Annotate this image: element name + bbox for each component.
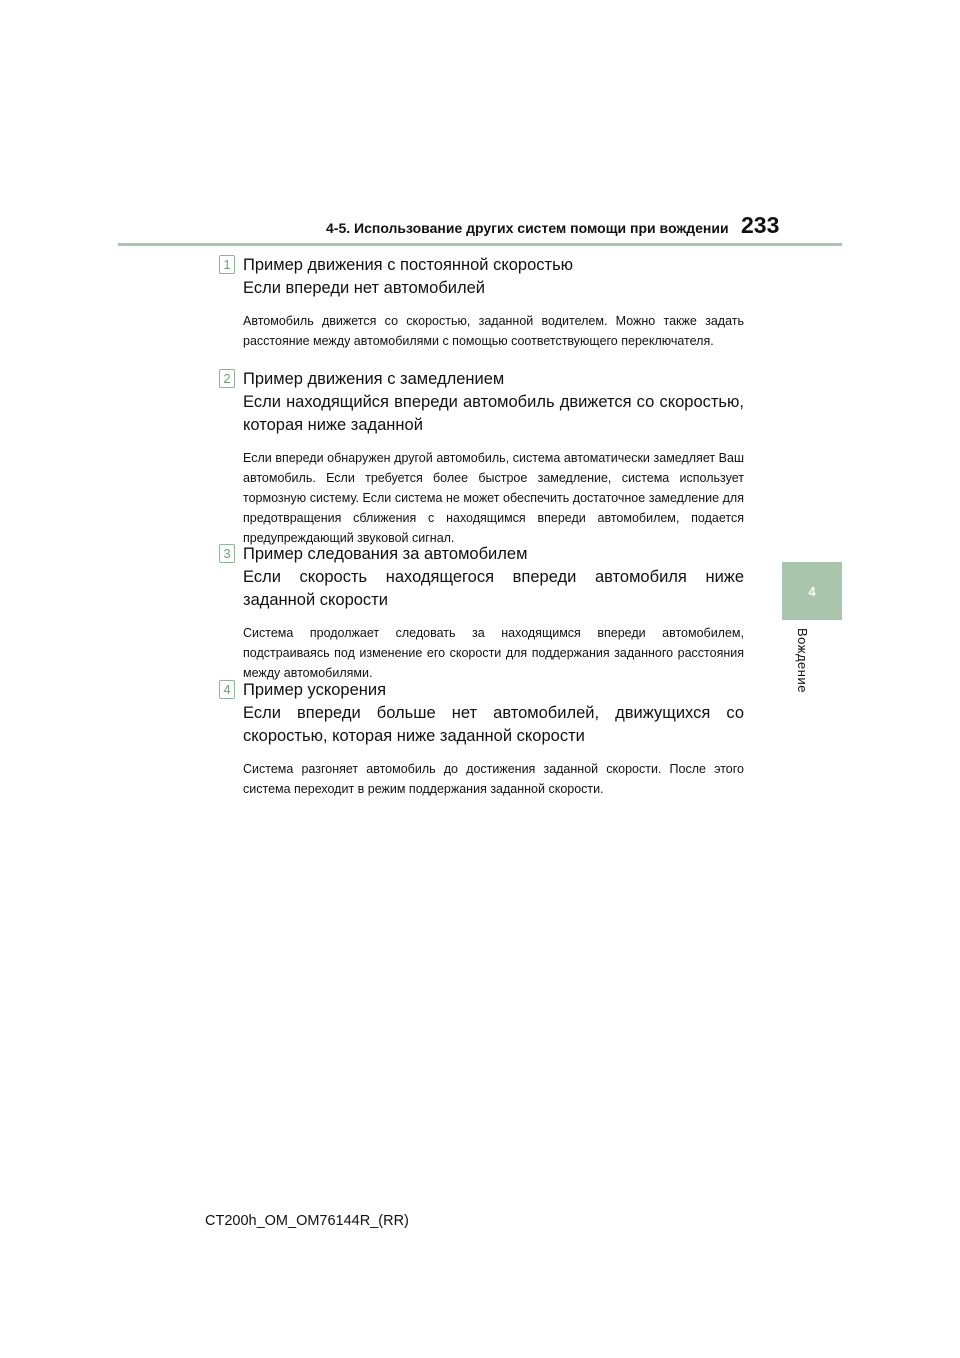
header-rule [118, 243, 842, 246]
section-4 [223, 679, 744, 799]
section-subtitle: Если впереди больше нет автомобилей, движущихся со скоростью, которая ниже заданной скорости [243, 704, 744, 745]
chapter-tab[interactable] [782, 562, 842, 620]
section-number-badge: 1 [219, 255, 235, 274]
section-title: Пример ускорения [243, 681, 387, 699]
section-number-badge: 4 [219, 680, 235, 699]
section-title: Пример движения с постоянной скоростью [243, 256, 574, 274]
section-title: Пример движения с замедлением [243, 370, 505, 388]
section-subtitle: Если находящийся впереди автомобиль движется со скоростью, которая ниже заданной [243, 393, 744, 434]
header-title: 4-5. Использование других систем помощи при вождении [326, 220, 729, 236]
chapter-number: 4 [808, 583, 816, 599]
section-body: Система продолжает следовать за находящимся впереди автомобилем, подстраиваясь под изменение его скорости для поддержания заданного расстояния между автомобилями. [243, 626, 744, 680]
section-number-badge: 2 [219, 369, 235, 388]
section-body: Если впереди обнаружен другой автомобиль, система автоматически замедляет Ваш автомобиль. Если требуется более быстрое замедление, система использует тормозную систему. Если система не может обеспечить достаточное замедление для предотвращения сближения с находящимся впереди автомобилем, подается предупреждающий звуковой сигнал. [243, 451, 744, 545]
section-subtitle: Если впереди нет автомобилей [243, 279, 486, 297]
page-number: 233 [741, 212, 780, 238]
section-3 [223, 543, 744, 683]
section-1 [223, 254, 744, 351]
section-number-badge: 3 [219, 544, 235, 563]
footer-doc-code: CT200h_OM_OM76144R_(RR) [205, 1213, 409, 1229]
section-body: Автомобиль движется со скоростью, заданной водителем. Можно также задать расстояние между автомобилями с помощью соответствующего переключателя. [243, 314, 744, 348]
section-body: Система разгоняет автомобиль до достижения заданной скорости. После этого система переходит в режим поддержания заданной скорости. [243, 762, 744, 796]
section-subtitle: Если скорость находящегося впереди автомобиля ниже заданной скорости [243, 568, 744, 609]
section-2 [223, 368, 744, 548]
section-title: Пример следования за автомобилем [243, 545, 528, 563]
